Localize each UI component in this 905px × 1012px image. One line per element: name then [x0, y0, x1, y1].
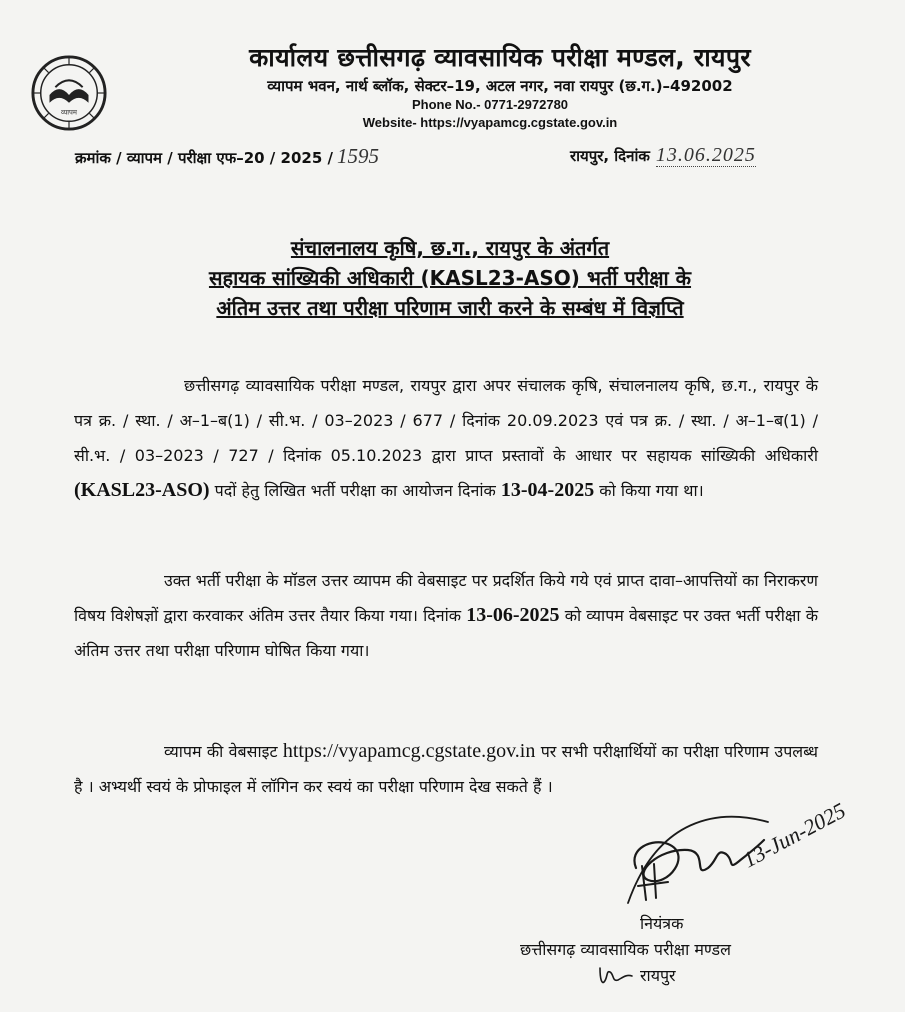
subject-line-3: अंतिम उत्तर तथा परीक्षा परिणाम जारी करने के सम्बंध में विज्ञप्ति [216, 296, 684, 320]
exam-date: 13-04-2025 [500, 479, 595, 501]
paragraph-1: छत्तीसगढ़ व्यावसायिक परीक्षा मण्डल, रायपुर द्वारा अपर संचालक कृषि, संचालनालय कृषि, छ.ग., रायपुर के पत्र क्र. / स्था. / अ–1–ब(1) / सी.भ. / 03–2023 / 677 / दिनांक 20.09.2023 एवं पत्र क्र. / स्था. / अ–1–ब(1) / सी.भ. / 03–2023 / 727 / दिनांक 05.10.2023 द्वारा प्राप्त प्रस्तावों के आधार पर सहायक सांख्यिकी अधिकारी (KASL23-ASO) पदों हेतु लिखित भर्ती परीक्षा का आयोजन दिनांक 13-04-2025 को किया गया था। [74, 376, 818, 501]
signatory-designation: नियंत्रक [640, 914, 684, 933]
reference-number [75, 144, 379, 169]
paragraph-3: व्यापम की वेबसाइट https://vyapamcg.cgstate.gov.in पर सभी परीक्षार्थियों का परीक्षा परिणाम उपलब्ध है । अभ्यर्थी स्वयं के प्रोफाइल में लॉगिन कर स्वयं का परीक्षा परिणाम देख सकते हैं । [74, 740, 818, 796]
signature-icon [598, 797, 850, 923]
website-link[interactable]: https://vyapamcg.cgstate.gov.in [282, 740, 536, 762]
office-phone: Phone No.- 0771-2972780 [411, 97, 569, 112]
initials-icon [596, 962, 636, 988]
reference-handwritten-number: 1595 [336, 144, 379, 168]
notice-subject [100, 233, 800, 323]
exam-code: (KASL23-ASO) [74, 479, 210, 501]
place-date-label: रायपुर, दिनांक [570, 147, 650, 165]
vyapam-logo-icon [30, 54, 108, 132]
place-date [570, 144, 756, 167]
svg-text:13-Jun-2025: 13-Jun-2025 [738, 797, 850, 873]
result-date: 13-06-2025 [466, 604, 560, 626]
handwritten-date: 13.06.2025 [655, 144, 756, 166]
signatory-organization: छत्तीसगढ़ व्यावसायिक परीक्षा मण्डल [520, 940, 731, 959]
office-website: Website- https://vyapamcg.cgstate.gov.in [362, 115, 618, 130]
office-address: व्यापम भवन, नार्थ ब्लॉक, सेक्टर–19, अटल नगर, नवा रायपुर (छ.ग.)–492002 [267, 77, 733, 95]
office-title: कार्यालय छत्तीसगढ़ व्यावसायिक परीक्षा मण्डल, रायपुर [249, 43, 751, 72]
logo-text: व्यापम [61, 108, 77, 117]
subject-line-2: सहायक सांख्यिकी अधिकारी (KASL23-ASO) भर्ती परीक्षा के [208, 266, 692, 290]
reference-label: क्रमांक / व्यापम / परीक्षा एफ–20 / 2025 / [75, 149, 333, 167]
signatory-city: रायपुर [640, 966, 676, 985]
subject-line-1: संचालनालय कृषि, छ.ग., रायपुर के अंतर्गत [290, 236, 610, 260]
paragraph-2: उक्त भर्ती परीक्षा के मॉडल उत्तर व्यापम की वेबसाइट पर प्रदर्शित किये गये एवं प्राप्त दावा–आपत्तियों का निराकरण विषय विशेषज्ञों द्वारा करवाकर अंतिम उत्तर तैयार किया गया। दिनांक 13-06-2025 को व्यापम वेबसाइट पर उक्त भर्ती परीक्षा के अंतिम उत्तर तथा परीक्षा परिणाम घोषित किया गया। [74, 571, 818, 660]
